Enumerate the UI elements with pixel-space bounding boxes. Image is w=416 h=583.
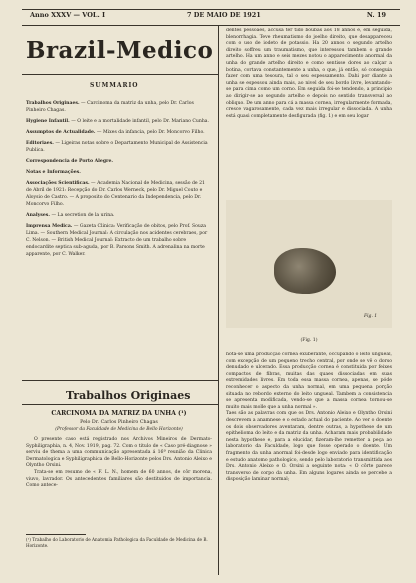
section-rule-top [22,380,218,381]
summary-item: Trabalhos Originaes. — Carcinoma da matriz da unha, pelo Dr. Carlos Pinheiro Chagas. [26,101,194,113]
article-body-right-top: dentes pessoaes, accusa ter tido boubas aos 18 annos e, em seguida, blenorrhagia. Teve rheumatismo do joelho direito, que desappareceu com o uso de iodeto de potassio. Ha 20 annos o segundo artelho direito soffreu um traumatismo, que interessou tambem o grande artelho. Ha um anno e seis mezes notou o apparecimento anormal da unha do grande artelho direito e como sentisse dores ao calçar a botina, cortava constantemente a unha, o que, já então, só conseguia fazer com uma tesoura, tal o seu espessamento. Dahi por diante a unha se espessou ainda mais, ao nivel de seu bordo livre, levantando-se para cima como um corno. Em seguida foi-se tendendo, a principio ao dirigir-se ao segundo artelho e depois no sentido transversal ao obliquo. De um anno para cá a massa cornea, irregularmente formada, cresce vagarosamente, cada vez mais irregular e dissociada. A unha está quasi completamente desfigurada (fig. 1) e em seu logar [226,28,392,119]
header-rule-bottom [22,25,400,26]
article-footnote: (¹) Trabalho do Laboratorio de Anatomia Pathologica da Faculdade de Medicina de B. Horizonte. [26,537,208,548]
issue-date: 7 DE MAIO DE 1921 [187,11,261,19]
summary-list [26,100,212,262]
issue-number: N. 19 [366,11,386,19]
summary-title: SUMMARIO [90,82,139,89]
summary-item: Associações Scientificas. — Academia Nacional de Medicina, sessão de 21 de Abril de 1921: Recepção do Dr. Carlos Werneck, pelo Dr. Miguel Couto e Aloysio de Castro. — A proposito do Centenario da Independencia, pelo Dr. Moncorvo Filho. [26,181,205,207]
summary-item: Hygiene Infantil. — O leite e a mortalidade infantil, pelo Dr. Mariano Cunha. [26,119,209,124]
figure-photo [226,200,392,328]
summary-item: Imprensa Medica. — Gazeta Clinica: Verificação de obitos, pelo Prof. Souza Lima. — Southern Medical Journal: A circulação nos acidentes cerebraes, por C. Nelson. — British Medical Journal: Extracto de um trabalho sobre endocardite septica sub-aguda, por B. Parsons Smith. A adrenalina na morte apparente, por C. Walker. [26,224,208,257]
summary-item: Editoriaes. — Ligeiras notas sobre o Departamento Municipal de Assistencia Publica. [26,141,208,153]
article-title: CARCINOMA DA MATRIZ DA UNHA (¹) [51,410,187,417]
figure-number: Fig. 1 [364,314,378,319]
summary-item: Correspondencia de Porto Alegre. [26,159,113,164]
article-body-left [26,437,212,490]
masthead-rule [22,74,218,75]
nail-lesion-image [274,248,336,294]
journal-masthead: Brazil-Medico [26,37,214,64]
article-paragraph: O presente caso está registrado nos Archivos Mineiros de Dermato-Syphiligraphia, n. 4, Nov. 1919, pag. 72. Com o titulo de « Caso pré-diagnose » serviu de thema a uma communicação apresentada á 16ª reunião da Clinica Dermatologica e Syphiligraphica de Bello-Horizonte pelos Drs. Antonio Aleixo e Olyntho Orsini. [26,437,212,469]
article-byline: Pelo Dr. Carlos Pinheiro Chagas [80,420,158,425]
issue-header [22,6,398,20]
article-paragraph: Trata-se em resumo de « F. L. N., homem de 60 annos, de côr morena, viuvo, lavrador. Os antecedentes familiares são destituidos de importancia. Como antece- [26,469,212,489]
article-body-right-bottom: nota-se uma producção cornea exuberante, occupando o leito ungueal, com excepção de um pequeno trecho central, por onde se vê o dorso denudado e ulcerado. Essa producção cornea é constituida por feixes compactos de fibras, muitas das quaes dissociadas em suas extremidades livres. Em toda essa massa cornea, apenas, se póde reconhecer o aspecto da unha normal, em uma pequena porção situada no rebordo externo do leito ungueal. Tambem a consistencia se apresenta modificada, vendo-se que a massa cornea tornou-se muito mais molle que a unha normal ». Taes são as palavras com que os Drs. Antonio Aleixo e Olyntho Orsini descrevem a anamnese e o estado actual do paciente. Ao ver o doente os dois observadores aventaram, dentre outras, a hypothese de um epithelioma do leito e da matriz da unha. Acharam mais probabilidade nesta hypothese e, para a elucidar, fizeram-lhe remetter a peça ao laboratorio da Faculdade, logo que fosse operado o doente. Um fragmento da unha anormal foi-desde logo enviado para identificação e estudo anatomo pathologico, sendo pelo laboratorio transmittida aos Drs. Antonio Aleixo e O. Orsini a seguinte nota: « O côrte parece transverso de corpo da unha. Em alguns logares ainda se percebe a disposição laminar normal; [226,352,392,483]
issue-volume: Anno XXXV — VOL. I [30,11,106,19]
section-title: Trabalhos Originaes [66,389,191,402]
summary-item: Assumptos de Actualidade. — Mixes da infancia, pelo Dr. Moncorvo Filho. [26,130,205,135]
summary-item: Analyses. — La secretion de la urina. [26,213,115,218]
column-divider [218,25,219,575]
section-rule-bottom [22,404,218,405]
figure-caption: (Fig. 1) [300,338,318,343]
footnote-rule [26,534,86,535]
summary-item: Notas e Informações. [26,170,81,175]
article-affiliation: (Professor da Faculdade de Medicina de Bello Horizonte) [55,427,183,432]
